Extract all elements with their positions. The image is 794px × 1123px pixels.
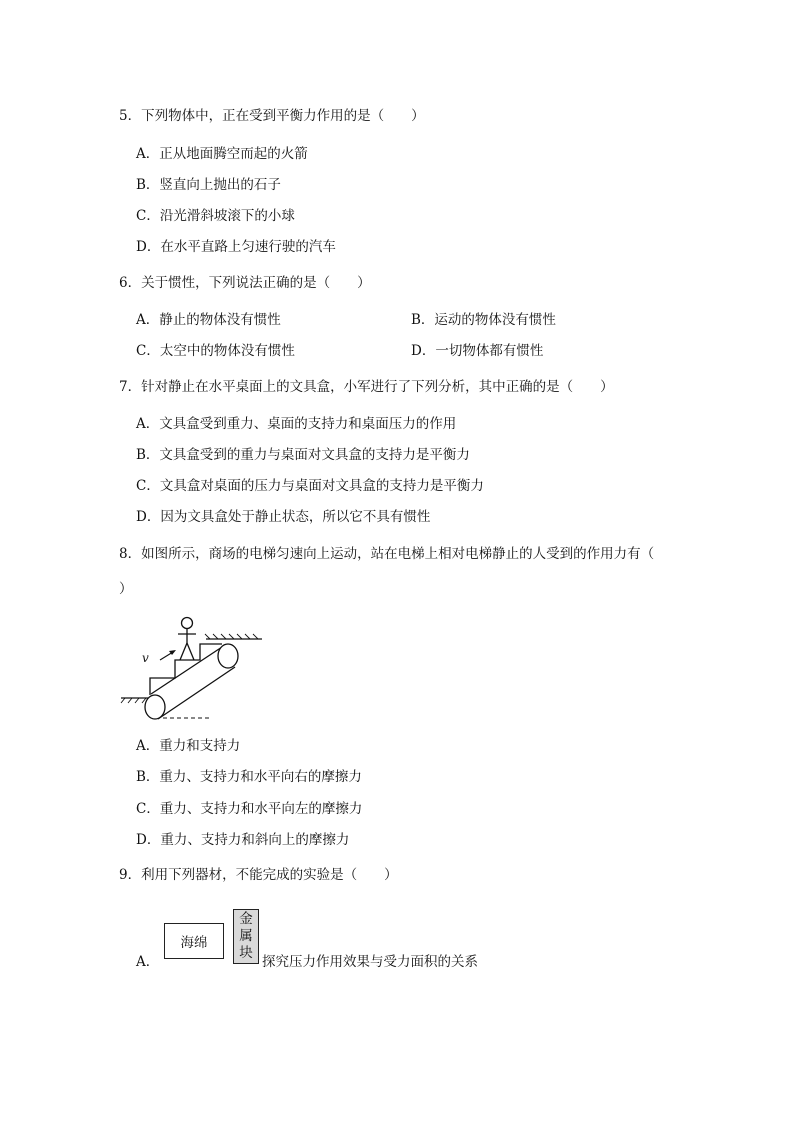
q8-option-b[interactable]: B．重力、支持力和水平向右的摩擦力: [136, 769, 362, 785]
q7-option-d[interactable]: D．因为文具盒处于静止状态，所以它不具有惯性: [136, 509, 431, 525]
q8-option-d[interactable]: D．重力、支持力和斜向上的摩擦力: [136, 832, 350, 848]
q9-option-a-text[interactable]: 探究压力作用效果与受力面积的关系: [262, 954, 478, 970]
q5-stem: 5．下列物体中，正在受到平衡力作用的是（ ）: [119, 108, 425, 124]
q6-option-d[interactable]: D．一切物体都有惯性: [411, 343, 544, 359]
q5-option-b[interactable]: B．竖直向上抛出的石子: [136, 177, 281, 193]
metal-label-char-1: 金: [239, 911, 253, 927]
q8-stem-continuation: ）: [119, 581, 133, 597]
q6-option-a[interactable]: A．静止的物体没有惯性: [136, 312, 281, 328]
q8-option-c[interactable]: C．重力、支持力和水平向左的摩擦力: [136, 801, 363, 817]
q9-option-a-label[interactable]: A．: [136, 954, 160, 970]
q6-stem: 6．关于惯性，下列说法正确的是（ ）: [119, 275, 371, 291]
q7-option-c[interactable]: C．文具盒对桌面的压力与桌面对文具盒的支持力是平衡力: [136, 478, 484, 494]
q7-option-a[interactable]: A．文具盒受到重力、桌面的支持力和桌面压力的作用: [136, 416, 457, 432]
q5-option-a[interactable]: A．正从地面腾空而起的火箭: [136, 146, 308, 162]
q5-option-c[interactable]: C．沿光滑斜坡滚下的小球: [136, 208, 295, 224]
q9-stem: 9．利用下列器材，不能完成的实验是（ ）: [119, 867, 398, 883]
q7-option-b[interactable]: B．文具盒受到的重力与桌面对文具盒的支持力是平衡力: [136, 447, 470, 463]
velocity-label: v: [142, 651, 149, 665]
metal-label-char-2: 属: [239, 928, 253, 944]
metal-block: [233, 909, 259, 964]
q7-stem: 7．针对静止在水平桌面上的文具盒，小军进行了下列分析，其中正确的是（ ）: [119, 379, 614, 395]
q5-option-d[interactable]: D．在水平直路上匀速行驶的汽车: [136, 239, 336, 255]
q8-stem: 8．如图所示，商场的电梯匀速向上运动，站在电梯上相对电梯静止的人受到的作用力有（: [119, 546, 655, 562]
metal-label-char-3: 块: [239, 945, 253, 961]
q6-option-c[interactable]: C．太空中的物体没有惯性: [136, 343, 295, 359]
q6-option-b[interactable]: B．运动的物体没有惯性: [411, 312, 556, 328]
sponge-block: 海绵: [164, 923, 224, 959]
escalator-figure: [118, 612, 268, 724]
q8-option-a[interactable]: A．重力和支持力: [136, 738, 241, 754]
